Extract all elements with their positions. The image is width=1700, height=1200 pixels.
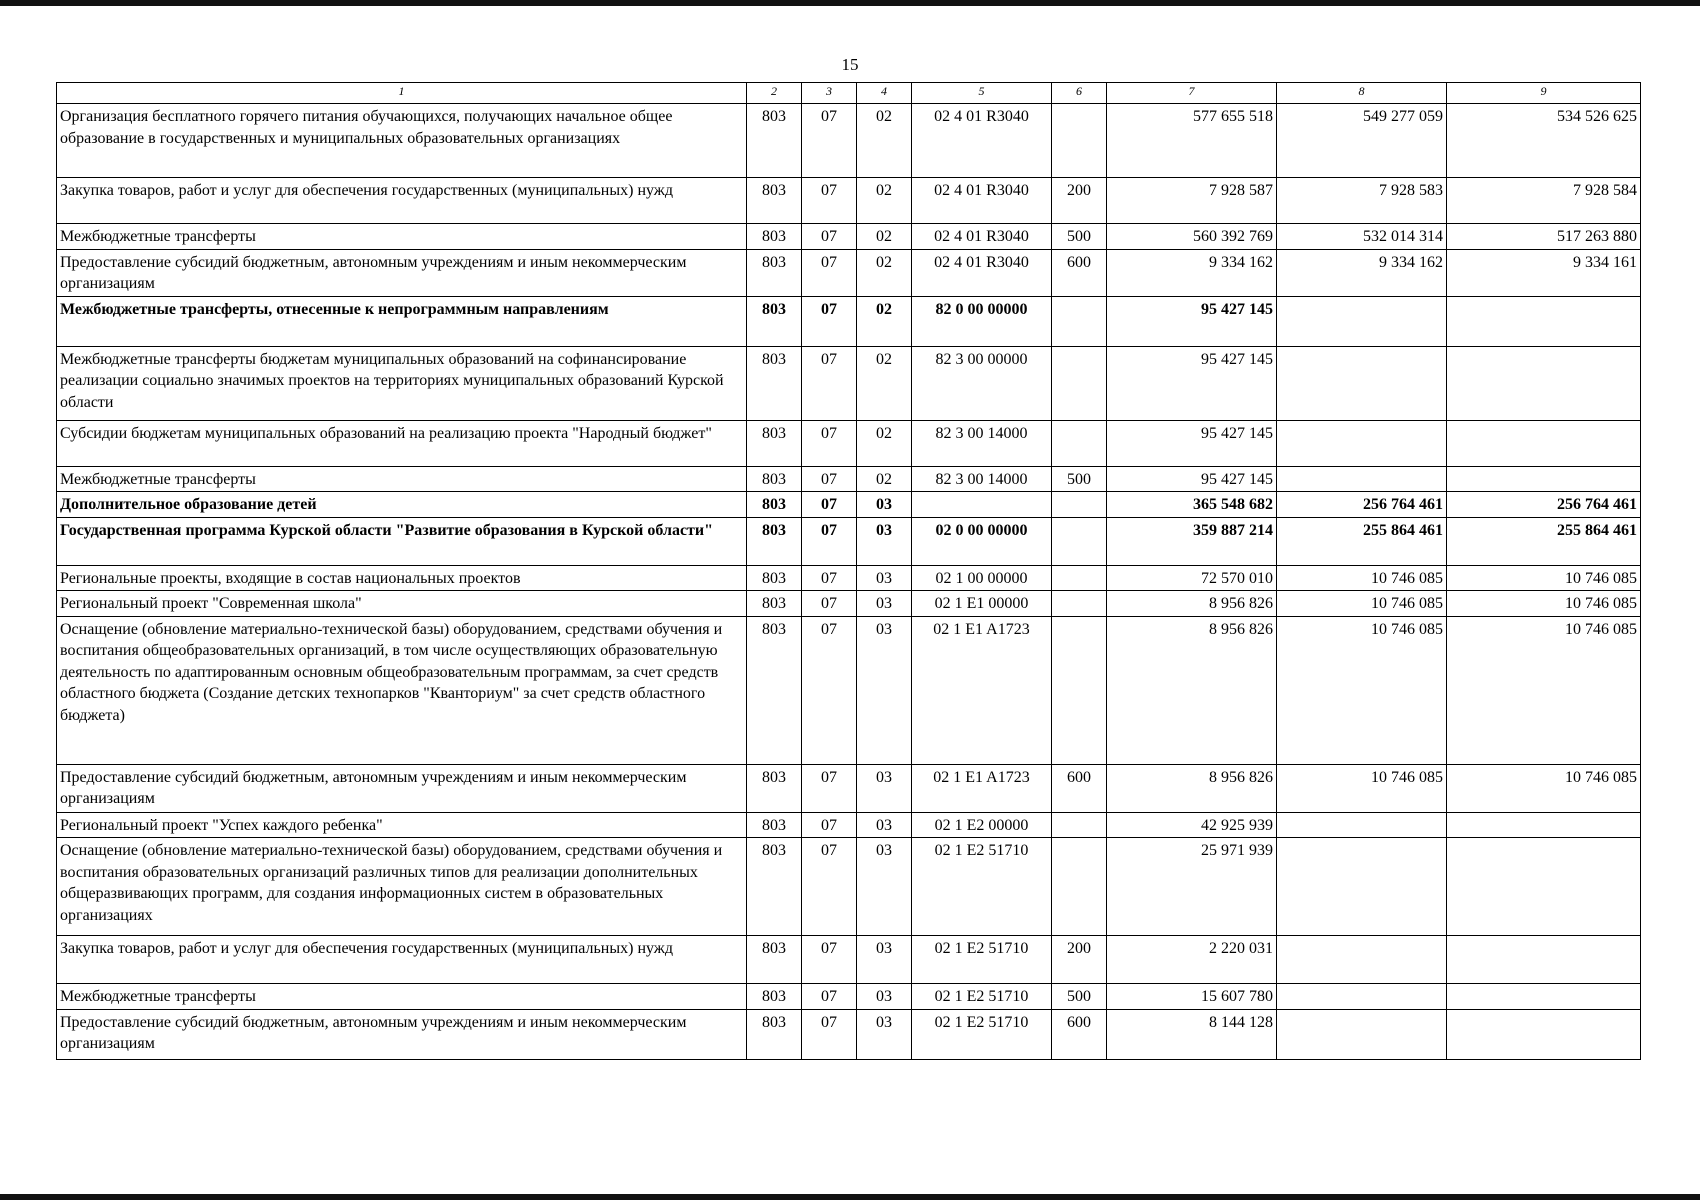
row-name-cell: Межбюджетные трансферты, отнесенные к непрограммным направлениям — [57, 296, 747, 346]
cell-col-8: 549 277 059 — [1277, 104, 1447, 178]
cell-col-8: 10 746 085 — [1277, 565, 1447, 591]
table-row — [57, 591, 1641, 617]
cell-col-4: 03 — [857, 1009, 912, 1059]
cell-col-6: 600 — [1052, 764, 1107, 812]
cell-col-6: 500 — [1052, 466, 1107, 492]
cell-col-9 — [1447, 346, 1641, 420]
cell-col-9: 256 764 461 — [1447, 492, 1641, 518]
cell-col-7: 577 655 518 — [1107, 104, 1277, 178]
cell-col-6: 600 — [1052, 1009, 1107, 1059]
cell-col-9: 255 864 461 — [1447, 517, 1641, 565]
cell-col-8 — [1277, 984, 1447, 1010]
cell-col-6 — [1052, 517, 1107, 565]
table-row — [57, 764, 1641, 812]
cell-col-6: 500 — [1052, 224, 1107, 250]
cell-col-3: 07 — [802, 346, 857, 420]
cell-col-8: 10 746 085 — [1277, 591, 1447, 617]
table-row — [57, 296, 1641, 346]
cell-col-7: 72 570 010 — [1107, 565, 1277, 591]
table-row — [57, 936, 1641, 984]
table-row — [57, 178, 1641, 224]
cell-col-3: 07 — [802, 420, 857, 466]
cell-col-2: 803 — [747, 517, 802, 565]
cell-col-7: 365 548 682 — [1107, 492, 1277, 518]
cell-col-8 — [1277, 420, 1447, 466]
cell-col-4: 03 — [857, 838, 912, 936]
cell-col-4: 03 — [857, 616, 912, 764]
page-number: 15 — [841, 55, 859, 74]
cell-col-5: 82 3 00 14000 — [912, 420, 1052, 466]
cell-col-5: 02 1 E2 51710 — [912, 936, 1052, 984]
row-name-cell: Межбюджетные трансферты — [57, 466, 747, 492]
cell-col-3: 07 — [802, 178, 857, 224]
table-row — [57, 838, 1641, 936]
table-body — [57, 104, 1641, 1060]
cell-col-5: 02 0 00 00000 — [912, 517, 1052, 565]
cell-col-3: 07 — [802, 936, 857, 984]
cell-col-8 — [1277, 346, 1447, 420]
table-row — [57, 224, 1641, 250]
cell-col-9 — [1447, 838, 1641, 936]
cell-col-2: 803 — [747, 591, 802, 617]
cell-col-4: 02 — [857, 224, 912, 250]
cell-col-3: 07 — [802, 764, 857, 812]
cell-col-6 — [1052, 812, 1107, 838]
table-row — [57, 984, 1641, 1010]
cell-col-9 — [1447, 296, 1641, 346]
cell-col-4: 03 — [857, 492, 912, 518]
cell-col-2: 803 — [747, 812, 802, 838]
table-row — [57, 420, 1641, 466]
cell-col-6: 500 — [1052, 984, 1107, 1010]
cell-col-8: 256 764 461 — [1277, 492, 1447, 518]
cell-col-2: 803 — [747, 104, 802, 178]
cell-col-9 — [1447, 812, 1641, 838]
cell-col-4: 02 — [857, 346, 912, 420]
cell-col-2: 803 — [747, 984, 802, 1010]
cell-col-7: 95 427 145 — [1107, 346, 1277, 420]
cell-col-7: 15 607 780 — [1107, 984, 1277, 1010]
column-header: 9 — [1447, 83, 1641, 104]
cell-col-4: 03 — [857, 984, 912, 1010]
cell-col-3: 07 — [802, 984, 857, 1010]
cell-col-5: 02 4 01 R3040 — [912, 104, 1052, 178]
cell-col-5: 02 1 E2 51710 — [912, 838, 1052, 936]
cell-col-2: 803 — [747, 296, 802, 346]
cell-col-5: 02 4 01 R3040 — [912, 249, 1052, 296]
scan-border-top — [0, 0, 1700, 6]
cell-col-9: 534 526 625 — [1447, 104, 1641, 178]
cell-col-7: 95 427 145 — [1107, 466, 1277, 492]
table-row — [57, 565, 1641, 591]
cell-col-2: 803 — [747, 565, 802, 591]
cell-col-2: 803 — [747, 616, 802, 764]
row-name-cell: Организация бесплатного горячего питания обучающихся, получающих начальное общее образование в государственных и муниципальных образовательных организациях — [57, 104, 747, 178]
cell-col-8 — [1277, 1009, 1447, 1059]
table-row — [57, 517, 1641, 565]
table-row — [57, 812, 1641, 838]
cell-col-3: 07 — [802, 224, 857, 250]
cell-col-2: 803 — [747, 1009, 802, 1059]
cell-col-3: 07 — [802, 296, 857, 346]
cell-col-3: 07 — [802, 565, 857, 591]
cell-col-8: 9 334 162 — [1277, 249, 1447, 296]
cell-col-7: 2 220 031 — [1107, 936, 1277, 984]
column-header: 8 — [1277, 83, 1447, 104]
cell-col-6 — [1052, 296, 1107, 346]
cell-col-3: 07 — [802, 812, 857, 838]
cell-col-5: 02 1 E2 00000 — [912, 812, 1052, 838]
column-header: 7 — [1107, 83, 1277, 104]
cell-col-5: 02 1 E1 00000 — [912, 591, 1052, 617]
cell-col-6 — [1052, 838, 1107, 936]
cell-col-6: 200 — [1052, 936, 1107, 984]
cell-col-9: 517 263 880 — [1447, 224, 1641, 250]
cell-col-5: 02 4 01 R3040 — [912, 178, 1052, 224]
cell-col-7: 42 925 939 — [1107, 812, 1277, 838]
row-name-cell: Оснащение (обновление материально-технической базы) оборудованием, средствами обучения и воспитания образовательных организаций различных типов для реализации дополнительных общеразвивающих программ, для создания информационных систем в образовательных организациях — [57, 838, 747, 936]
cell-col-8: 10 746 085 — [1277, 764, 1447, 812]
table-row — [57, 104, 1641, 178]
cell-col-2: 803 — [747, 492, 802, 518]
cell-col-6 — [1052, 492, 1107, 518]
cell-col-9 — [1447, 1009, 1641, 1059]
cell-col-9: 10 746 085 — [1447, 565, 1641, 591]
cell-col-7: 95 427 145 — [1107, 420, 1277, 466]
row-name-cell: Предоставление субсидий бюджетным, автономным учреждениям и иным некоммерческим организациям — [57, 764, 747, 812]
table-row — [57, 346, 1641, 420]
cell-col-6 — [1052, 591, 1107, 617]
cell-col-2: 803 — [747, 936, 802, 984]
column-header: 3 — [802, 83, 857, 104]
cell-col-4: 03 — [857, 565, 912, 591]
cell-col-7: 95 427 145 — [1107, 296, 1277, 346]
cell-col-2: 803 — [747, 178, 802, 224]
cell-col-7: 560 392 769 — [1107, 224, 1277, 250]
cell-col-6 — [1052, 104, 1107, 178]
table-row — [57, 249, 1641, 296]
cell-col-8 — [1277, 296, 1447, 346]
cell-col-7: 7 928 587 — [1107, 178, 1277, 224]
cell-col-9: 7 928 584 — [1447, 178, 1641, 224]
row-name-cell: Субсидии бюджетам муниципальных образований на реализацию проекта "Народный бюджет" — [57, 420, 747, 466]
cell-col-7: 25 971 939 — [1107, 838, 1277, 936]
row-name-cell: Оснащение (обновление материально-технической базы) оборудованием, средствами обучения и воспитания общеобразовательных организаций, в том числе осуществляющих образовательную деятельность по адаптированным основным общеобразовательным программам, за счет средств областного бюджета (Создание детских технопарков "Кванториум" за счет средств областного бюджета) — [57, 616, 747, 764]
cell-col-6 — [1052, 346, 1107, 420]
table-row — [57, 492, 1641, 518]
column-header: 4 — [857, 83, 912, 104]
cell-col-9: 10 746 085 — [1447, 616, 1641, 764]
cell-col-3: 07 — [802, 616, 857, 764]
row-name-cell: Межбюджетные трансферты бюджетам муниципальных образований на софинансирование реализации социально значимых проектов на территориях муниципальных образований Курской области — [57, 346, 747, 420]
cell-col-2: 803 — [747, 249, 802, 296]
table-row — [57, 616, 1641, 764]
column-number-header-row — [57, 83, 1641, 104]
cell-col-3: 07 — [802, 492, 857, 518]
cell-col-5 — [912, 492, 1052, 518]
cell-col-8: 255 864 461 — [1277, 517, 1447, 565]
cell-col-3: 07 — [802, 104, 857, 178]
row-name-cell: Закупка товаров, работ и услуг для обеспечения государственных (муниципальных) нужд — [57, 936, 747, 984]
cell-col-3: 07 — [802, 591, 857, 617]
cell-col-4: 02 — [857, 420, 912, 466]
cell-col-3: 07 — [802, 1009, 857, 1059]
cell-col-4: 03 — [857, 517, 912, 565]
cell-col-6: 200 — [1052, 178, 1107, 224]
row-name-cell: Региональный проект "Современная школа" — [57, 591, 747, 617]
column-header: 5 — [912, 83, 1052, 104]
cell-col-7: 8 144 128 — [1107, 1009, 1277, 1059]
cell-col-8 — [1277, 466, 1447, 492]
cell-col-6: 600 — [1052, 249, 1107, 296]
row-name-cell: Межбюджетные трансферты — [57, 224, 747, 250]
row-name-cell: Дополнительное образование детей — [57, 492, 747, 518]
cell-col-7: 8 956 826 — [1107, 616, 1277, 764]
cell-col-2: 803 — [747, 420, 802, 466]
cell-col-4: 02 — [857, 466, 912, 492]
row-name-cell: Региональный проект "Успех каждого ребенка" — [57, 812, 747, 838]
cell-col-9 — [1447, 420, 1641, 466]
cell-col-8: 7 928 583 — [1277, 178, 1447, 224]
table-row — [57, 466, 1641, 492]
cell-col-5: 82 3 00 14000 — [912, 466, 1052, 492]
cell-col-9: 9 334 161 — [1447, 249, 1641, 296]
cell-col-5: 02 1 E1 A1723 — [912, 764, 1052, 812]
cell-col-4: 02 — [857, 249, 912, 296]
cell-col-7: 9 334 162 — [1107, 249, 1277, 296]
cell-col-9 — [1447, 984, 1641, 1010]
cell-col-7: 359 887 214 — [1107, 517, 1277, 565]
cell-col-2: 803 — [747, 838, 802, 936]
cell-col-9: 10 746 085 — [1447, 764, 1641, 812]
cell-col-3: 07 — [802, 249, 857, 296]
cell-col-7: 8 956 826 — [1107, 764, 1277, 812]
cell-col-4: 02 — [857, 178, 912, 224]
cell-col-4: 03 — [857, 764, 912, 812]
cell-col-8: 532 014 314 — [1277, 224, 1447, 250]
cell-col-4: 02 — [857, 296, 912, 346]
cell-col-2: 803 — [747, 466, 802, 492]
cell-col-2: 803 — [747, 346, 802, 420]
cell-col-6 — [1052, 565, 1107, 591]
cell-col-5: 02 1 E1 A1723 — [912, 616, 1052, 764]
cell-col-8 — [1277, 838, 1447, 936]
cell-col-5: 02 1 E2 51710 — [912, 1009, 1052, 1059]
cell-col-7: 8 956 826 — [1107, 591, 1277, 617]
cell-col-5: 02 4 01 R3040 — [912, 224, 1052, 250]
cell-col-6 — [1052, 616, 1107, 764]
cell-col-3: 07 — [802, 517, 857, 565]
row-name-cell: Региональные проекты, входящие в состав национальных проектов — [57, 565, 747, 591]
cell-col-5: 02 1 00 00000 — [912, 565, 1052, 591]
scan-border-bottom — [0, 1194, 1700, 1200]
row-name-cell: Государственная программа Курской области "Развитие образования в Курской области" — [57, 517, 747, 565]
column-header: 2 — [747, 83, 802, 104]
cell-col-3: 07 — [802, 466, 857, 492]
cell-col-5: 82 3 00 00000 — [912, 346, 1052, 420]
cell-col-5: 82 0 00 00000 — [912, 296, 1052, 346]
cell-col-4: 03 — [857, 591, 912, 617]
column-header: 1 — [57, 83, 747, 104]
cell-col-4: 02 — [857, 104, 912, 178]
row-name-cell: Предоставление субсидий бюджетным, автономным учреждениям и иным некоммерческим организациям — [57, 1009, 747, 1059]
cell-col-6 — [1052, 420, 1107, 466]
cell-col-9 — [1447, 466, 1641, 492]
cell-col-8 — [1277, 812, 1447, 838]
cell-col-3: 07 — [802, 838, 857, 936]
cell-col-4: 03 — [857, 936, 912, 984]
row-name-cell: Закупка товаров, работ и услуг для обеспечения государственных (муниципальных) нужд — [57, 178, 747, 224]
cell-col-9 — [1447, 936, 1641, 984]
cell-col-9: 10 746 085 — [1447, 591, 1641, 617]
budget-table — [56, 82, 1641, 1060]
column-header: 6 — [1052, 83, 1107, 104]
cell-col-8: 10 746 085 — [1277, 616, 1447, 764]
row-name-cell: Межбюджетные трансферты — [57, 984, 747, 1010]
row-name-cell: Предоставление субсидий бюджетным, автономным учреждениям и иным некоммерческим организациям — [57, 249, 747, 296]
cell-col-2: 803 — [747, 224, 802, 250]
cell-col-4: 03 — [857, 812, 912, 838]
table-row — [57, 1009, 1641, 1059]
cell-col-8 — [1277, 936, 1447, 984]
cell-col-5: 02 1 E2 51710 — [912, 984, 1052, 1010]
cell-col-2: 803 — [747, 764, 802, 812]
